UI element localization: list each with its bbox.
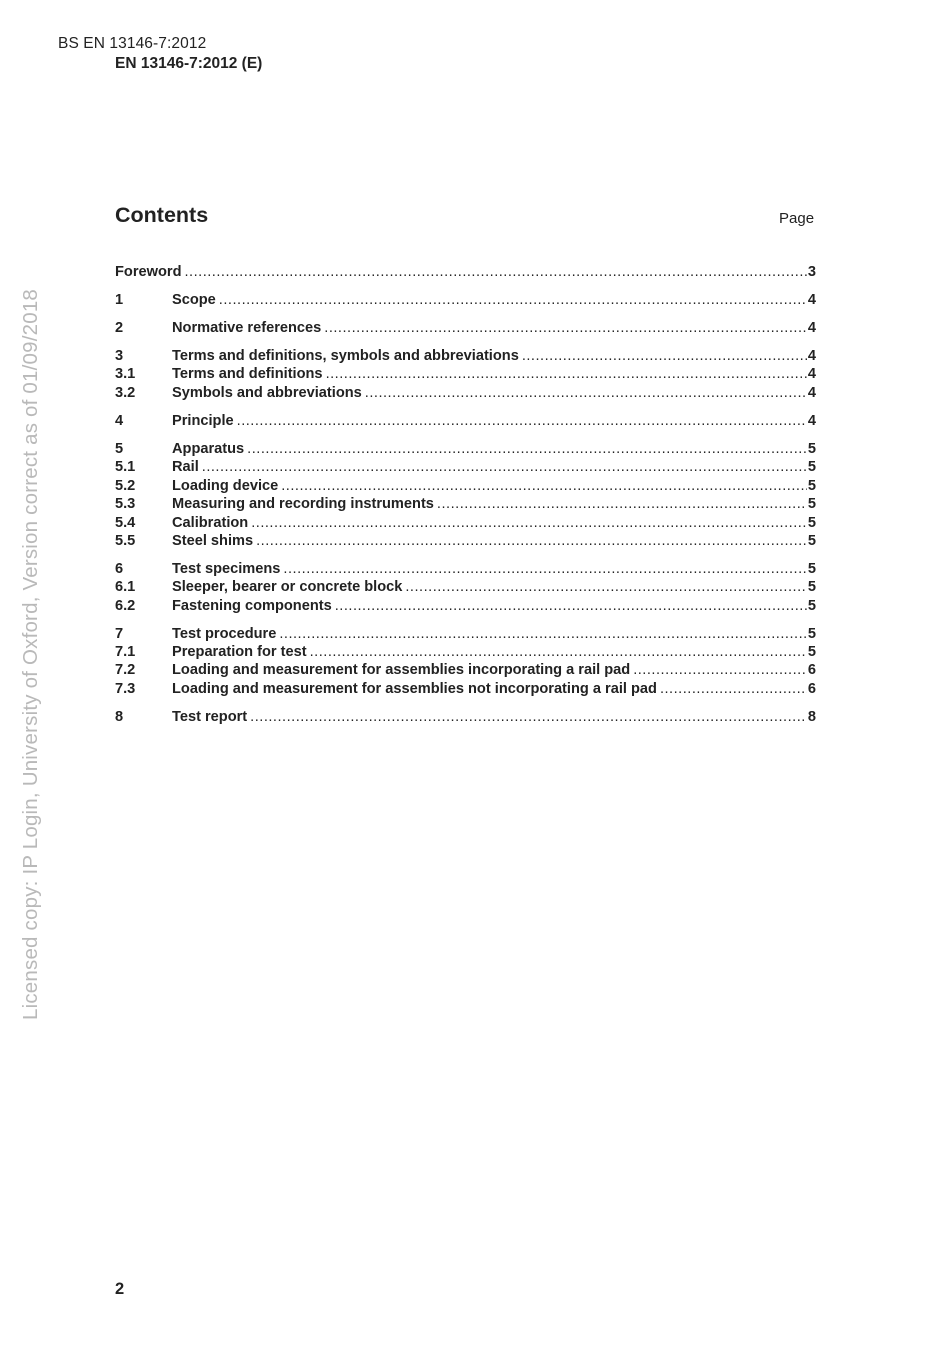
toc-entry-number: 2 (115, 320, 124, 336)
toc-entry-number: 7.1 (115, 644, 136, 660)
dot-leader (283, 560, 806, 579)
dot-leader (202, 458, 807, 477)
toc-entry-6-2[interactable] (115, 597, 816, 616)
toc-entry-title: Calibration (172, 515, 249, 531)
toc-entry-page: 5 (807, 598, 816, 614)
standard-id: BS EN 13146-7:2012 (58, 35, 207, 52)
toc-entry-3[interactable] (115, 347, 816, 366)
toc-entry-7[interactable] (115, 625, 816, 644)
toc-entry-number: 5.1 (115, 459, 136, 475)
toc-entry-number: 6 (115, 561, 124, 577)
dot-leader (335, 597, 807, 616)
dot-leader (237, 412, 807, 431)
toc-entry-page: 6 (807, 662, 816, 678)
toc-entry-page: 5 (807, 626, 816, 642)
toc-entry-3-1[interactable] (115, 365, 816, 384)
toc-entry-title: Symbols and abbreviations (172, 385, 362, 401)
dot-leader (522, 347, 807, 366)
dot-leader (281, 477, 807, 496)
contents-heading: Contents (115, 203, 209, 227)
toc-entry-page: 8 (807, 709, 816, 725)
toc-entry-title: Foreword (115, 264, 182, 280)
toc-entry-page: 5 (807, 459, 816, 475)
toc-entry-page: 5 (807, 561, 816, 577)
page-number: 2 (115, 1280, 125, 1298)
toc-entry-number: 3.2 (115, 385, 136, 401)
toc-entry-number: 5.5 (115, 533, 136, 549)
toc-entry-title: Sleeper, bearer or concrete block (172, 579, 403, 595)
toc-entry-5-2[interactable] (115, 477, 816, 496)
toc-entry-title: Loading device (172, 478, 279, 494)
toc-entry-number: 5.2 (115, 478, 136, 494)
toc-entry-title: Apparatus (172, 441, 245, 457)
toc-entry-number: 6.2 (115, 598, 136, 614)
toc-entry-title: Test report (172, 709, 248, 725)
toc-entry-5-1[interactable] (115, 458, 816, 477)
toc-entry-title: Test specimens (172, 561, 281, 577)
dot-leader (279, 625, 807, 644)
toc-entry-number: 4 (115, 413, 124, 429)
toc-entry-7-2[interactable] (115, 661, 816, 680)
toc-entry-7-1[interactable] (115, 643, 816, 662)
toc-entry-page: 5 (807, 579, 816, 595)
dot-leader (184, 263, 806, 282)
toc-entry-5[interactable] (115, 440, 816, 459)
dot-leader (324, 319, 807, 338)
dot-leader (633, 661, 807, 680)
toc-entry-page: 4 (807, 366, 816, 382)
toc-entry-number: 7 (115, 626, 124, 642)
toc-entry-page: 5 (807, 515, 816, 531)
toc-entry-title: Terms and definitions (172, 366, 323, 382)
toc-entry-page: 4 (807, 385, 816, 401)
toc-entry-title: Normative references (172, 320, 322, 336)
toc-entry-page: 4 (807, 348, 816, 364)
toc-entry-6[interactable] (115, 560, 816, 579)
toc-entry-number: 1 (115, 292, 124, 308)
dot-leader (256, 532, 807, 551)
toc-entry-page: 5 (807, 496, 816, 512)
dot-leader (660, 680, 807, 699)
toc-entry-title: Fastening components (172, 598, 332, 614)
toc-entry-title: Steel shims (172, 533, 254, 549)
page-column-label: Page (779, 210, 815, 227)
dot-leader (247, 440, 807, 459)
toc-entry-page: 6 (807, 681, 816, 697)
toc-entry-title: Measuring and recording instruments (172, 496, 434, 512)
toc-entry-page: 5 (807, 533, 816, 549)
license-watermark: Licensed copy: IP Login, University of Oxford, Version correct as of 01/09/2018 (19, 288, 42, 1020)
dot-leader (405, 578, 807, 597)
toc-entry-title: Loading and measurement for assemblies not incorporating a rail pad (172, 681, 657, 697)
dot-leader (219, 291, 807, 310)
toc-entry-1[interactable] (115, 291, 816, 310)
toc-entry-number: 3.1 (115, 366, 136, 382)
toc-entry-title: Principle (172, 413, 234, 429)
toc-entry-6-1[interactable] (115, 578, 816, 597)
toc-entry-number: 5 (115, 441, 124, 457)
toc-entry-number: 7.2 (115, 662, 136, 678)
toc-entry-title: Loading and measurement for assemblies incorporating a rail pad (172, 662, 631, 678)
toc-entry-page: 4 (807, 292, 816, 308)
toc-entry-3-2[interactable] (115, 384, 816, 403)
toc-entry-5-5[interactable] (115, 532, 816, 551)
dot-leader (365, 384, 807, 403)
toc-entry-number: 6.1 (115, 579, 136, 595)
toc-entry-number: 5.3 (115, 496, 136, 512)
toc-entry-number: 7.3 (115, 681, 136, 697)
standard-subtitle: EN 13146-7:2012 (E) (115, 55, 263, 72)
dot-leader (310, 643, 807, 662)
toc-entry-title: Rail (172, 459, 199, 475)
toc-entry-foreword[interactable] (115, 263, 816, 282)
toc-entry-page: 5 (807, 644, 816, 660)
toc-entry-4[interactable] (115, 412, 816, 431)
toc-entry-title: Preparation for test (172, 644, 307, 660)
toc-entry-number: 8 (115, 709, 124, 725)
toc-entry-8[interactable] (115, 708, 816, 727)
toc-entry-page: 4 (807, 320, 816, 336)
dot-leader (251, 514, 807, 533)
toc-entry-page: 5 (807, 441, 816, 457)
dot-leader (326, 365, 807, 384)
toc-entry-page: 5 (807, 478, 816, 494)
toc-entry-7-3[interactable] (115, 680, 816, 699)
toc-entry-page: 3 (807, 264, 816, 280)
toc-entry-2[interactable] (115, 319, 816, 338)
toc-entry-5-3[interactable] (115, 495, 816, 514)
toc-entry-title: Test procedure (172, 626, 277, 642)
toc-entry-page: 4 (807, 413, 816, 429)
toc-entry-title: Scope (172, 292, 216, 308)
dot-leader (437, 495, 807, 514)
toc-entry-title: Terms and definitions, symbols and abbreviations (172, 348, 519, 364)
dot-leader (250, 708, 807, 727)
toc-entry-number: 5.4 (115, 515, 136, 531)
toc-entry-5-4[interactable] (115, 514, 816, 533)
toc-entry-number: 3 (115, 348, 124, 364)
